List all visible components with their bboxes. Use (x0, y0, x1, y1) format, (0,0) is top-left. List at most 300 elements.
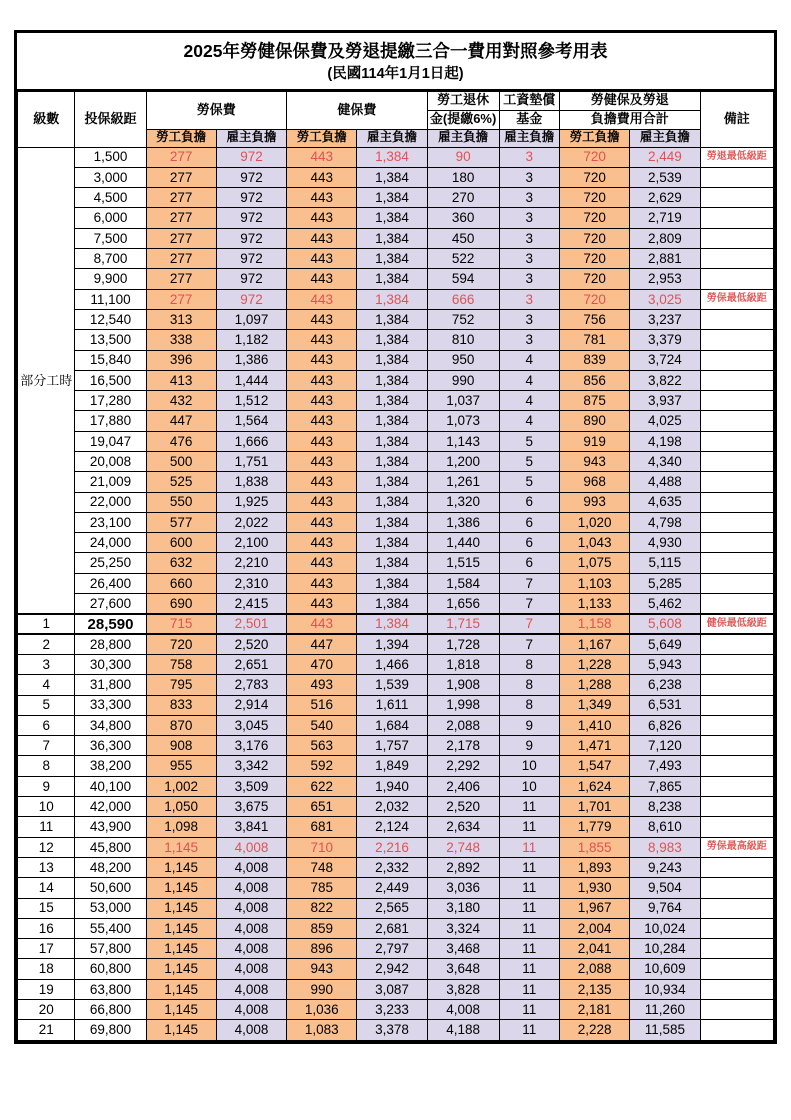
bracket-cell: 57,800 (75, 939, 146, 959)
fee-cell: 277 (146, 208, 216, 228)
fee-cell: 1,261 (427, 472, 499, 492)
table-row (18, 249, 774, 269)
fee-cell: 1,145 (146, 939, 216, 959)
fee-cell: 5,115 (630, 553, 700, 573)
bracket-cell: 27,600 (75, 594, 146, 614)
fee-cell: 443 (287, 289, 357, 309)
table-row (18, 228, 774, 248)
remark-cell (700, 492, 773, 512)
level-cell: 1 (18, 614, 75, 634)
bracket-cell: 24,000 (75, 533, 146, 553)
fee-cell: 1,098 (146, 817, 216, 837)
bracket-cell: 13,500 (75, 330, 146, 350)
bracket-cell: 4,500 (75, 188, 146, 208)
fee-cell: 748 (287, 857, 357, 877)
fee-cell: 4,008 (427, 1000, 499, 1020)
fee-cell: 1,908 (427, 675, 499, 695)
bracket-cell: 3,000 (75, 167, 146, 187)
fee-cell: 1,145 (146, 837, 216, 857)
remark-cell (700, 350, 773, 370)
fee-cell: 2,651 (216, 654, 286, 674)
fee-cell: 7,493 (630, 756, 700, 776)
level-cell: 17 (18, 939, 75, 959)
fee-cell: 4,930 (630, 533, 700, 553)
fee-cell: 443 (287, 167, 357, 187)
fee-cell: 1,384 (357, 269, 427, 289)
fee-cell: 1,145 (146, 918, 216, 938)
table-row (18, 452, 774, 472)
fee-cell: 1,288 (559, 675, 629, 695)
fee-cell: 443 (287, 208, 357, 228)
fee-cell: 443 (287, 269, 357, 289)
fee-cell: 1,145 (146, 1020, 216, 1040)
fee-cell: 3 (499, 228, 559, 248)
fee-cell: 1,145 (146, 857, 216, 877)
fee-cell: 1,384 (357, 472, 427, 492)
col-header-wage-fund-line1: 工資墊償 (499, 91, 559, 110)
bracket-cell: 69,800 (75, 1020, 146, 1040)
fee-cell: 990 (287, 979, 357, 999)
bracket-cell: 11,100 (75, 289, 146, 309)
level-cell: 7 (18, 736, 75, 756)
fee-cell: 11 (499, 1020, 559, 1040)
fee-cell: 1,097 (216, 309, 286, 329)
fee-cell: 1,701 (559, 797, 629, 817)
fee-cell: 360 (427, 208, 499, 228)
fee-cell: 1,779 (559, 817, 629, 837)
fee-cell: 443 (287, 411, 357, 431)
level-cell: 13 (18, 857, 75, 877)
col-header-pension-employer: 雇主負擔 (427, 129, 499, 147)
fee-cell: 600 (146, 533, 216, 553)
fee-cell: 1,384 (357, 431, 427, 451)
bracket-cell: 40,100 (75, 776, 146, 796)
fee-cell: 2,520 (216, 634, 286, 654)
fee-cell: 8,238 (630, 797, 700, 817)
fee-cell: 752 (427, 309, 499, 329)
fee-cell: 2,181 (559, 1000, 629, 1020)
fee-cell: 1,925 (216, 492, 286, 512)
fee-cell: 2,088 (427, 715, 499, 735)
fee-cell: 1,394 (357, 634, 427, 654)
table-row (18, 553, 774, 573)
fee-cell: 795 (146, 675, 216, 695)
bracket-cell: 53,000 (75, 898, 146, 918)
bracket-cell: 55,400 (75, 918, 146, 938)
col-header-level: 級數 (18, 91, 75, 147)
fee-cell: 3,036 (427, 878, 499, 898)
fee-cell: 4,008 (216, 837, 286, 857)
fee-cell: 1,384 (357, 411, 427, 431)
fee-cell: 908 (146, 736, 216, 756)
fee-cell: 651 (287, 797, 357, 817)
fee-cell: 681 (287, 817, 357, 837)
remark-cell (700, 736, 773, 756)
fee-cell: 443 (287, 594, 357, 614)
fee-cell: 3,045 (216, 715, 286, 735)
fee-cell: 1,384 (357, 614, 427, 634)
fee-cell: 1,384 (357, 350, 427, 370)
fee-cell: 4,635 (630, 492, 700, 512)
fee-cell: 2,415 (216, 594, 286, 614)
fee-cell: 313 (146, 309, 216, 329)
bracket-cell: 16,500 (75, 370, 146, 390)
fee-cell: 10,024 (630, 918, 700, 938)
fee-cell: 11,260 (630, 1000, 700, 1020)
fee-cell: 3,176 (216, 736, 286, 756)
table-row (18, 634, 774, 654)
fee-cell: 1,020 (559, 512, 629, 532)
fee-cell: 4,008 (216, 898, 286, 918)
fee-cell: 5 (499, 431, 559, 451)
col-header-bracket: 投保級距 (75, 91, 146, 147)
fee-cell: 720 (559, 249, 629, 269)
bracket-cell: 21,009 (75, 472, 146, 492)
fee-cell: 476 (146, 431, 216, 451)
fee-cell: 950 (427, 350, 499, 370)
page-title: 2025年勞健保保費及勞退提繳三合一費用對照參考用表 (183, 41, 608, 61)
fee-cell: 1,384 (357, 147, 427, 167)
fee-cell: 1,384 (357, 208, 427, 228)
fee-cell: 277 (146, 147, 216, 167)
remark-cell (700, 756, 773, 776)
fee-cell: 10,934 (630, 979, 700, 999)
remark-cell (700, 979, 773, 999)
fee-cell: 972 (216, 167, 286, 187)
fee-cell: 6 (499, 512, 559, 532)
fee-cell: 1,624 (559, 776, 629, 796)
fee-cell: 3 (499, 188, 559, 208)
fee-cell: 443 (287, 452, 357, 472)
fee-cell: 859 (287, 918, 357, 938)
fee-cell: 4,008 (216, 918, 286, 938)
level-cell: 19 (18, 979, 75, 999)
fee-cell: 1,145 (146, 1000, 216, 1020)
fee-cell: 1,855 (559, 837, 629, 857)
fee-cell: 443 (287, 350, 357, 370)
fee-cell: 11 (499, 878, 559, 898)
table-row (18, 959, 774, 979)
fee-cell: 2,719 (630, 208, 700, 228)
bracket-cell: 26,400 (75, 573, 146, 593)
part-time-group-cell: 部分工時 (18, 147, 75, 614)
fee-cell: 839 (559, 350, 629, 370)
table-row (18, 898, 774, 918)
table-row (18, 330, 774, 350)
fee-cell: 9,764 (630, 898, 700, 918)
fee-cell: 5 (499, 452, 559, 472)
fee-cell: 277 (146, 188, 216, 208)
bracket-cell: 1,500 (75, 147, 146, 167)
fee-cell: 1,684 (357, 715, 427, 735)
fee-cell: 11 (499, 939, 559, 959)
fee-cell: 5 (499, 472, 559, 492)
fee-cell: 5,943 (630, 654, 700, 674)
table-row (18, 918, 774, 938)
fee-cell: 3 (499, 249, 559, 269)
fee-cell: 5,285 (630, 573, 700, 593)
remark-cell (700, 411, 773, 431)
fee-cell: 2,135 (559, 979, 629, 999)
fee-cell: 7 (499, 594, 559, 614)
fee-cell: 7,865 (630, 776, 700, 796)
fee-cell: 277 (146, 249, 216, 269)
fee-cell: 1,384 (357, 573, 427, 593)
fee-cell: 3,841 (216, 817, 286, 837)
table-row (18, 269, 774, 289)
fee-cell: 9 (499, 736, 559, 756)
fee-cell: 1,410 (559, 715, 629, 735)
table-body (18, 147, 774, 1040)
fee-cell: 2,681 (357, 918, 427, 938)
remark-cell (700, 330, 773, 350)
col-header-total-line2: 負擔費用合計 (559, 110, 700, 129)
fee-cell: 5,608 (630, 614, 700, 634)
fee-cell: 972 (216, 208, 286, 228)
fee-cell: 3,237 (630, 309, 700, 329)
table-row (18, 411, 774, 431)
fee-cell: 1,228 (559, 654, 629, 674)
fee-cell: 11 (499, 898, 559, 918)
fee-cell: 3,648 (427, 959, 499, 979)
table-row (18, 188, 774, 208)
remark-cell (700, 878, 773, 898)
fee-cell: 443 (287, 533, 357, 553)
fee-cell: 1,466 (357, 654, 427, 674)
remark-cell (700, 309, 773, 329)
fee-cell: 3 (499, 208, 559, 228)
fee-cell: 11 (499, 959, 559, 979)
fee-cell: 4,008 (216, 1020, 286, 1040)
fee-cell: 522 (427, 249, 499, 269)
col-header-wage-fund-line2: 基金 (499, 110, 559, 129)
remark-cell (700, 939, 773, 959)
col-header-total-employer: 雇主負擔 (630, 129, 700, 147)
fee-cell: 443 (287, 228, 357, 248)
fee-cell: 972 (216, 188, 286, 208)
fee-cell: 1,083 (287, 1020, 357, 1040)
fee-cell: 3 (499, 269, 559, 289)
remark-cell (700, 817, 773, 837)
fee-cell: 1,158 (559, 614, 629, 634)
fee-cell: 785 (287, 878, 357, 898)
fee-cell: 4 (499, 350, 559, 370)
fee-cell: 1,656 (427, 594, 499, 614)
table-row (18, 756, 774, 776)
table-row (18, 512, 774, 532)
bracket-cell: 42,000 (75, 797, 146, 817)
fee-cell: 1,145 (146, 898, 216, 918)
fee-cell: 516 (287, 695, 357, 715)
fee-cell: 6,826 (630, 715, 700, 735)
fee-cell: 666 (427, 289, 499, 309)
fee-cell: 715 (146, 614, 216, 634)
fee-cell: 3,379 (630, 330, 700, 350)
level-cell: 10 (18, 797, 75, 817)
fee-cell: 4,798 (630, 512, 700, 532)
fee-cell: 1,384 (357, 370, 427, 390)
fee-cell: 2,210 (216, 553, 286, 573)
fee-cell: 2,783 (216, 675, 286, 695)
fee-cell: 1,940 (357, 776, 427, 796)
fee-cell: 2,004 (559, 918, 629, 938)
bracket-cell: 36,300 (75, 736, 146, 756)
fee-cell: 1,728 (427, 634, 499, 654)
fee-cell: 720 (559, 208, 629, 228)
fee-cell: 622 (287, 776, 357, 796)
col-header-labor-employee: 勞工負擔 (146, 129, 216, 147)
fee-cell: 443 (287, 330, 357, 350)
remark-cell (700, 208, 773, 228)
fee-cell: 1,037 (427, 391, 499, 411)
table-row (18, 736, 774, 756)
fee-cell: 443 (287, 188, 357, 208)
fee-cell: 2,124 (357, 817, 427, 837)
fee-cell: 11 (499, 857, 559, 877)
bracket-cell: 34,800 (75, 715, 146, 735)
col-header-labor-fee: 勞保費 (146, 91, 287, 129)
fee-cell: 1,384 (357, 391, 427, 411)
fee-cell: 890 (559, 411, 629, 431)
fee-cell: 4,198 (630, 431, 700, 451)
fee-cell: 9,504 (630, 878, 700, 898)
fee-cell: 1,384 (357, 289, 427, 309)
remark-cell (700, 431, 773, 451)
fee-cell: 2,942 (357, 959, 427, 979)
fee-cell: 1,050 (146, 797, 216, 817)
fee-cell: 1,512 (216, 391, 286, 411)
fee-cell: 1,547 (559, 756, 629, 776)
fee-cell: 822 (287, 898, 357, 918)
fee-cell: 993 (559, 492, 629, 512)
fee-cell: 896 (287, 939, 357, 959)
fee-cell: 720 (559, 188, 629, 208)
remark-cell (700, 512, 773, 532)
fee-cell: 720 (559, 289, 629, 309)
fee-cell: 6 (499, 553, 559, 573)
fee-cell: 1,515 (427, 553, 499, 573)
remark-cell (700, 715, 773, 735)
fee-cell: 6,531 (630, 695, 700, 715)
col-header-health-employee: 勞工負擔 (287, 129, 357, 147)
table-row (18, 878, 774, 898)
fee-cell: 919 (559, 431, 629, 451)
title-box (17, 33, 774, 91)
col-header-pension-line1: 勞工退休 (427, 91, 499, 110)
level-cell: 12 (18, 837, 75, 857)
table-row (18, 350, 774, 370)
level-cell: 4 (18, 675, 75, 695)
remark-cell (700, 675, 773, 695)
fee-cell: 2,809 (630, 228, 700, 248)
remark-cell (700, 654, 773, 674)
table-row (18, 695, 774, 715)
fee-cell: 1,043 (559, 533, 629, 553)
fee-cell: 4,008 (216, 857, 286, 877)
fee-cell: 972 (216, 289, 286, 309)
remark-cell: 勞退最低級距 (700, 147, 773, 167)
fee-cell: 3 (499, 147, 559, 167)
fee-cell: 1,384 (357, 594, 427, 614)
fee-cell: 10,609 (630, 959, 700, 979)
fee-cell: 180 (427, 167, 499, 187)
level-cell: 6 (18, 715, 75, 735)
col-header-total-employee: 勞工負擔 (559, 129, 629, 147)
bracket-cell: 28,800 (75, 634, 146, 654)
remark-cell (700, 249, 773, 269)
bracket-cell: 66,800 (75, 1000, 146, 1020)
fee-cell: 943 (559, 452, 629, 472)
table-row (18, 594, 774, 614)
fee-cell: 413 (146, 370, 216, 390)
fee-cell: 2,748 (427, 837, 499, 857)
fee-cell: 4,025 (630, 411, 700, 431)
fee-cell: 1,384 (357, 330, 427, 350)
fee-cell: 2,228 (559, 1020, 629, 1040)
bracket-cell: 23,100 (75, 512, 146, 532)
fee-cell: 1,320 (427, 492, 499, 512)
bracket-cell: 38,200 (75, 756, 146, 776)
fee-cell: 6 (499, 533, 559, 553)
col-header-labor-employer: 雇主負擔 (216, 129, 286, 147)
fee-cell: 7 (499, 573, 559, 593)
page-subtitle: (民國114年1月1日起) (327, 66, 464, 83)
remark-cell (700, 918, 773, 938)
bracket-cell: 17,880 (75, 411, 146, 431)
fee-cell: 3,724 (630, 350, 700, 370)
fee-cell: 1,611 (357, 695, 427, 715)
fee-cell: 443 (287, 492, 357, 512)
fees-table (17, 91, 774, 1041)
fee-cell: 2,100 (216, 533, 286, 553)
fee-cell: 1,584 (427, 573, 499, 593)
fee-cell: 7 (499, 614, 559, 634)
fee-cell: 3,324 (427, 918, 499, 938)
fee-cell: 3,828 (427, 979, 499, 999)
fee-cell: 4 (499, 411, 559, 431)
remark-cell (700, 452, 773, 472)
table-row (18, 797, 774, 817)
bracket-cell: 15,840 (75, 350, 146, 370)
table-row (18, 817, 774, 837)
bracket-cell: 31,800 (75, 675, 146, 695)
fee-cell: 1,440 (427, 533, 499, 553)
fee-cell: 7 (499, 634, 559, 654)
fee-cell: 443 (287, 553, 357, 573)
table-row (18, 208, 774, 228)
fee-cell: 1,386 (427, 512, 499, 532)
fee-cell: 1,384 (357, 167, 427, 187)
bracket-cell: 17,280 (75, 391, 146, 411)
fee-cell: 1,757 (357, 736, 427, 756)
remark-cell (700, 1020, 773, 1040)
level-cell: 8 (18, 756, 75, 776)
fee-cell: 270 (427, 188, 499, 208)
fee-cell: 2,022 (216, 512, 286, 532)
fee-cell: 1,143 (427, 431, 499, 451)
bracket-cell: 8,700 (75, 249, 146, 269)
fee-cell: 720 (559, 269, 629, 289)
col-header-remark: 備註 (700, 91, 773, 147)
fee-cell: 10,284 (630, 939, 700, 959)
table-row (18, 776, 774, 796)
fee-cell: 1,967 (559, 898, 629, 918)
table-row (18, 289, 774, 309)
fee-cell: 8,983 (630, 837, 700, 857)
fee-cell: 1,564 (216, 411, 286, 431)
fee-cell: 6 (499, 492, 559, 512)
remark-cell (700, 857, 773, 877)
